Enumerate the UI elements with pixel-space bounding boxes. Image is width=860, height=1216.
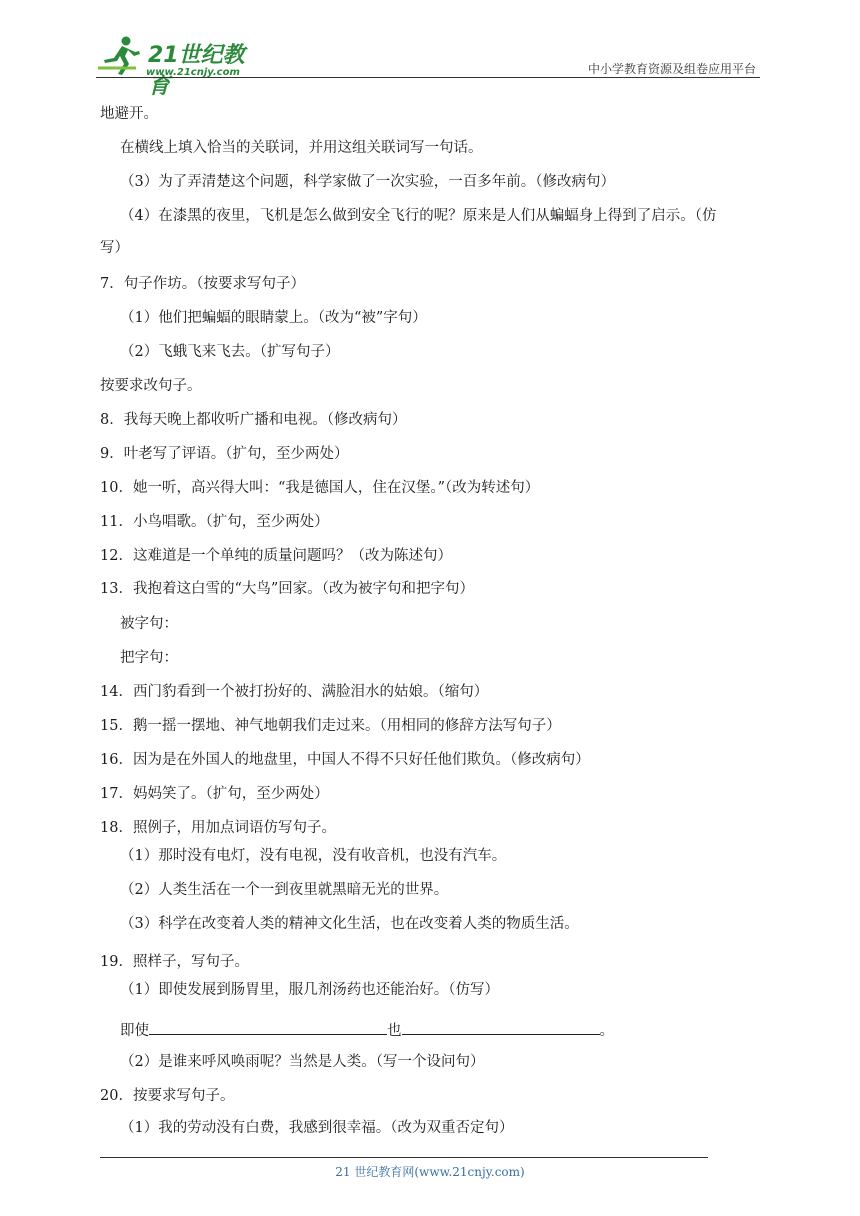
logo-url: www.21cnjy.com <box>146 67 240 78</box>
question-19: 19．照样子，写句子。 <box>100 954 249 970</box>
text-line: （2）飞蛾飞来飞去。（扩写句子） <box>120 344 340 360</box>
text-line: （3）为了弄清楚这个问题，科学家做了一次实验，一百多年前。（修改病句） <box>120 174 615 190</box>
text-line: （4）在漆黑的夜里，飞机是怎么做到安全飞行的呢？原来是人们从蝙蝠身上得到了启示。（仿 <box>120 208 717 224</box>
text-line-dotted: （2）人类生活在一个一到夜里就黑暗无光的世界。 <box>120 882 449 898</box>
logo-wordmark: 21世纪教育 <box>148 43 245 99</box>
answer-label: 被字句： <box>120 616 178 632</box>
question-14: 14．西门豹看到一个被打扮好的、满脸泪水的姑娘。（缩句） <box>100 684 489 700</box>
text-line-dotted: （3）科学在改变着人类的精神文化生活，也在改变着人类的物质生活。 <box>120 916 579 932</box>
question-17: 17．妈妈笑了。（扩句，至少两处） <box>100 786 329 802</box>
site-logo <box>96 34 266 99</box>
text-line: 写） <box>100 240 129 256</box>
text-line: （1）即使发展到肠胃里，服几剂汤药也还能治好。（仿写） <box>120 982 499 998</box>
conjunction-label: 即使 <box>120 1023 149 1039</box>
question-20: 20．按要求写句子。 <box>100 1088 235 1104</box>
text-line-dotted: （1）那时没有电灯，没有电视，没有收音机，也没有汽车。 <box>120 848 507 864</box>
question-15: 15．鹅一摇一摆地、神气地朝我们走过来。（用相同的修辞方法写句子） <box>100 718 561 734</box>
runner-logo-icon <box>96 34 148 78</box>
question-12: 12．这难道是一个单纯的质量问题吗？（改为陈述句） <box>100 548 452 564</box>
conjunction-label: 也 <box>387 1023 402 1039</box>
text-line: 在横线上填入恰当的关联词，并用这组关联词写一句话。 <box>120 140 483 156</box>
text-line: 地避开。 <box>100 106 158 122</box>
question-18: 18．照例子，用加点词语仿写句子。 <box>100 820 336 836</box>
question-9: 9．叶老写了评语。（扩句，至少两处） <box>100 446 349 462</box>
header-divider <box>96 77 760 78</box>
question-7: 7．句子作坊。（按要求写句子） <box>100 276 305 292</box>
answer-blank[interactable] <box>149 1018 387 1035</box>
question-8: 8．我每天晚上都收听广播和电视。（修改病句） <box>100 412 407 428</box>
text-line: （1）我的劳动没有白费，我感到很幸福。（改为双重否定句） <box>120 1120 514 1136</box>
fill-in-line <box>120 1018 614 1041</box>
question-11: 11．小鸟唱歌。（扩句，至少两处） <box>100 514 329 530</box>
footer-text: 21 世纪教育网(www.21cnjy.com) <box>335 1165 525 1179</box>
answer-label: 把字句： <box>120 650 178 666</box>
platform-title: 中小学教育资源及组卷应用平台 <box>587 62 756 76</box>
question-16: 16．因为是在外国人的地盘里，中国人不得不只好任他们欺负。（修改病句） <box>100 752 590 768</box>
footer-divider <box>100 1157 708 1158</box>
page-header <box>96 30 760 99</box>
text-line: 按要求改句子。 <box>100 378 202 394</box>
question-10: 10．她一听，高兴得大叫：“我是德国人，住在汉堡。”（改为转述句） <box>100 480 540 496</box>
answer-blank[interactable] <box>402 1018 600 1035</box>
text-line: （2）是谁来呼风唤雨呢？当然是人类。（写一个设问句） <box>120 1054 485 1070</box>
text-line: （1）他们把蝙蝠的眼睛蒙上。（改为“被”字句） <box>120 310 427 326</box>
period: 。 <box>599 1023 614 1039</box>
question-13: 13．我抱着这白雪的“大鸟”回家。（改为被字句和把字句） <box>100 581 475 597</box>
